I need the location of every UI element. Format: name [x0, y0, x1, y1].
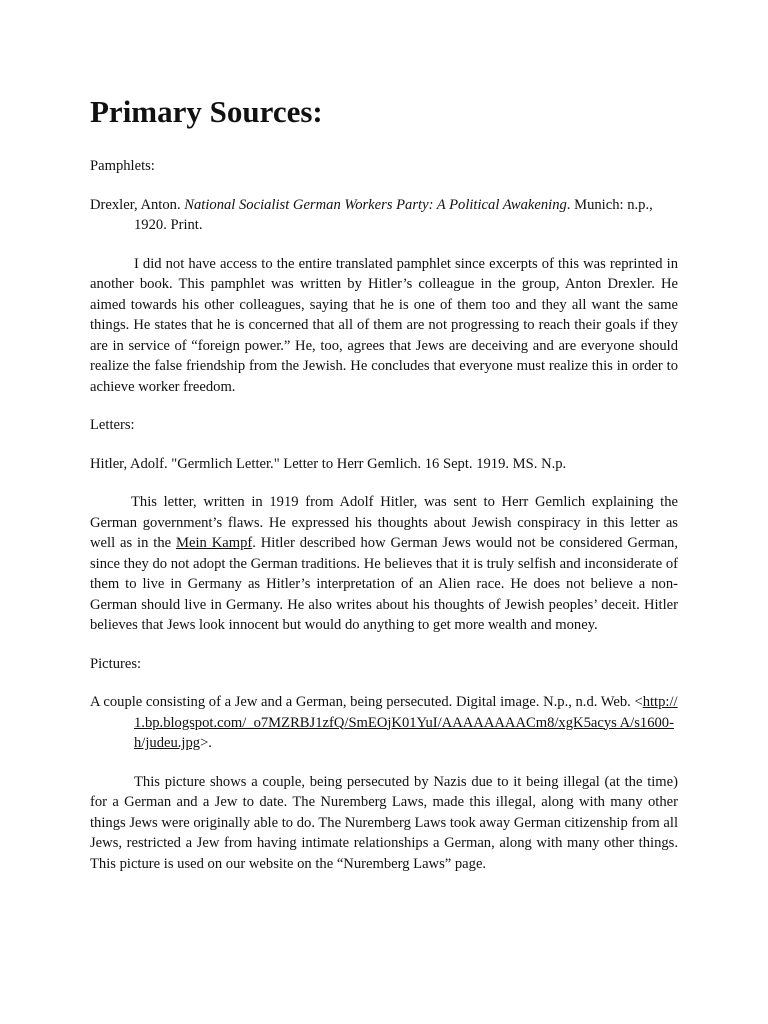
picture-citation — [90, 692, 678, 754]
pamphlet-annotation: I did not have access to the entire translated pamphlet since excerpts of this was reprinted in another book. This pamphlet was written by Hitler’s colleague in the group, Anton Drexler. He aimed towards his other colleagues, saying that he is one of them too and they all want the same things. He states that he is concerned that all of them are not progressing to reach their goals if they are in service of “foreign power.” He, too, agrees that Jews are deceiving and are everyone should realize the false friendship from the Jewish. He concludes that everyone must realize this in order to achieve worker freedom. — [90, 255, 678, 395]
pamphlets-heading: Pamphlets: — [90, 158, 155, 174]
letter-annotation-text-continued: . Hitler described how German Jews would not be considered German, since they do not adopt the German traditions. He believes that it is truly selfish and inconsiderate of them to live in Germany as Hitler’s interpretation of an Alien race. He does not believe a non-German should live in Germany. He also writes about his thoughts of Jewish peoples’ deceit. Hitler believes that Jews look innocent but would do anything to get more wealth and money. — [90, 535, 678, 633]
pamphlet-publication: . Munich: n.p., 1920. Print. — [134, 196, 653, 233]
mein-kampf-reference: Mein Kampf — [176, 535, 253, 551]
pictures-heading: Pictures: — [90, 655, 142, 672]
picture-citation-text: A couple consisting of a Jew and a German, being persecuted. Digital image. N.p., n.d. Web. < — [90, 694, 643, 710]
page-title: Primary Sources: — [90, 94, 323, 129]
pamphlet-author: Drexler, Anton. — [90, 196, 185, 213]
pamphlet-title: National Socialist German Workers Party: A Political Awakening — [184, 196, 567, 213]
document-page — [90, 92, 678, 892]
picture-citation-end: >. — [200, 735, 212, 751]
picture-url-link[interactable]: http://1.bp.blogspot.com/_o7MZRBJ1zfQ/SmEOjK01YuI/AAAAAAAACm8/xgK5acys A/s1600-h/judeu.jpg — [134, 694, 678, 751]
pamphlet-citation — [90, 195, 678, 236]
letter-annotation — [90, 492, 678, 636]
letter-citation: Hitler, Adolf. "Germlich Letter." Letter to Herr Gemlich. 16 Sept. 1919. MS. N.p. — [90, 455, 567, 472]
letter-annotation-text: This letter, written in 1919 from Adolf Hitler, was sent to Herr Gemlich explaining the German government’s flaws. He expressed his thoughts about Jewish conspiracy in this letter as well as in the — [90, 494, 678, 551]
letters-heading: Letters: — [90, 417, 135, 433]
picture-annotation: This picture shows a couple, being persecuted by Nazis due to it being illegal (at the time) for a German and a Jew to date. The Nuremberg Laws, made this illegal, along with many other things Jews were originally able to do. The Nuremberg Laws took away German citizenship from all Jews, restricted a Jew from having intimate relationships a German, along with many other things. This picture is used on our website on the “Nuremberg Laws” page. — [90, 773, 678, 872]
